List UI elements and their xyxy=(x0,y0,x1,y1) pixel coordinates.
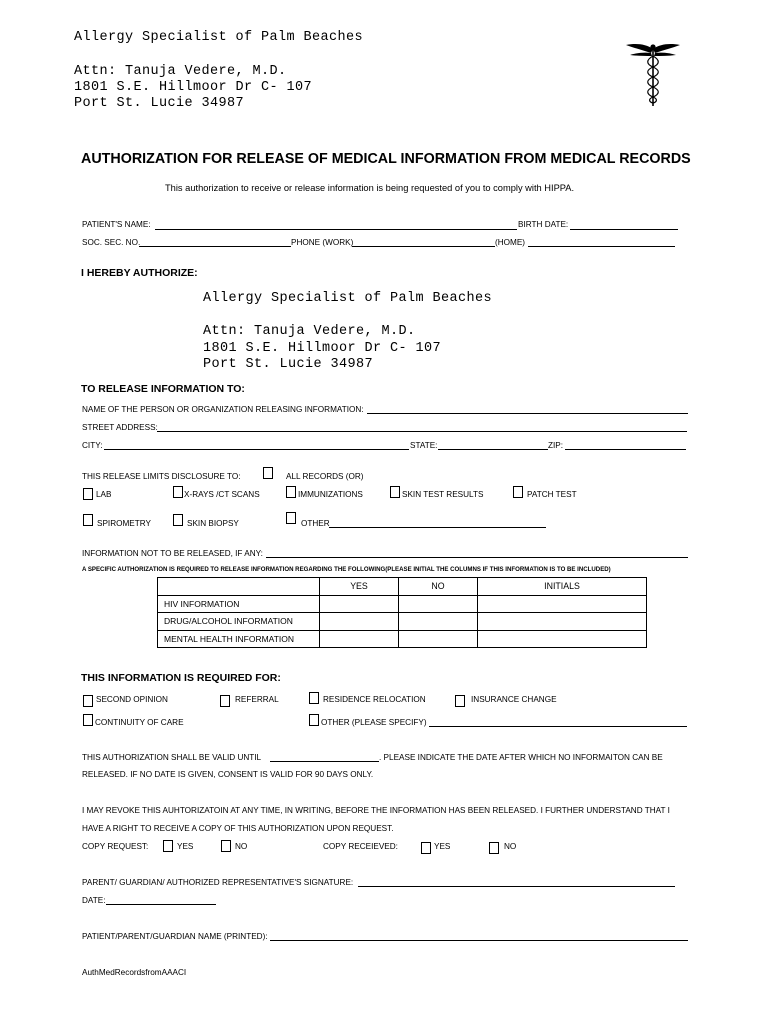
mental-yes-cell[interactable] xyxy=(320,630,399,648)
table-header-no: NO xyxy=(399,578,478,596)
drug-no-cell[interactable] xyxy=(399,613,478,631)
org-field[interactable] xyxy=(367,413,688,414)
copy-received-no-checkbox[interactable] xyxy=(489,842,499,854)
all-records-label: ALL RECORDS (OR) xyxy=(286,472,364,481)
authorize-street: 1801 S.E. Hillmoor Dr C- 107 xyxy=(203,341,442,356)
drug-yes-cell[interactable] xyxy=(320,613,399,631)
copy-request-yes-checkbox[interactable] xyxy=(163,840,173,852)
insurance-change-label: INSURANCE CHANGE xyxy=(471,695,557,704)
not-released-field[interactable] xyxy=(266,557,688,558)
birth-date-label: BIRTH DATE: xyxy=(518,220,569,229)
second-opinion-checkbox[interactable] xyxy=(83,695,93,707)
authorize-heading: I HEREBY AUTHORIZE: xyxy=(81,267,198,279)
street-label: STREET ADDRESS: xyxy=(82,423,158,432)
skin-biopsy-checkbox[interactable] xyxy=(173,514,183,526)
zip-label: ZIP: xyxy=(548,441,564,450)
authorize-city: Port St. Lucie 34987 xyxy=(203,357,374,372)
residence-relocation-label: RESIDENCE RELOCATION xyxy=(323,695,426,704)
birth-date-field[interactable] xyxy=(570,229,678,230)
patch-test-checkbox[interactable] xyxy=(513,486,523,498)
continuity-checkbox[interactable] xyxy=(83,714,93,726)
ssn-label: SOC. SEC. NO. xyxy=(82,238,141,247)
authorize-attn: Attn: Tanuja Vedere, M.D. xyxy=(203,324,416,339)
letterhead-attn: Attn: Tanuja Vedere, M.D. xyxy=(74,64,287,79)
revoke-line2: HAVE A RIGHT TO RECEIVE A COPY OF THIS AUTHORIZATION UPON REQUEST. xyxy=(82,824,394,833)
referral-checkbox[interactable] xyxy=(220,695,230,707)
printed-name-field[interactable] xyxy=(270,940,688,941)
required-for-heading: THIS INFORMATION IS REQUIRED FOR: xyxy=(81,672,281,684)
second-opinion-label: SECOND OPINION xyxy=(96,695,168,704)
residence-relocation-checkbox[interactable] xyxy=(309,692,319,704)
copy-received-no-label: NO xyxy=(504,842,517,851)
other-records-field[interactable] xyxy=(329,527,546,528)
table-header-cell xyxy=(158,578,320,596)
spirometry-checkbox[interactable] xyxy=(83,514,93,526)
table-header-yes: YES xyxy=(320,578,399,596)
skin-test-label: SKIN TEST RESULTS xyxy=(402,490,484,499)
state-label: STATE: xyxy=(410,441,438,450)
other-records-checkbox[interactable] xyxy=(286,512,296,524)
immunizations-label: IMMUNIZATIONS xyxy=(298,490,363,499)
authorize-practice: Allergy Specialist of Palm Beaches xyxy=(203,291,493,306)
all-records-checkbox[interactable] xyxy=(263,467,273,479)
table-header-initials: INITIALS xyxy=(478,578,647,596)
letterhead-city: Port St. Lucie 34987 xyxy=(74,96,245,111)
revoke-line1: I MAY REVOKE THIS AUHTORIZATOIN AT ANY TIME, IN WRITING, BEFORE THE INFORMATION HAS BEEN RELEASED. I FURTHER UNDERSTAND THAT I xyxy=(82,806,670,815)
copy-request-yes-label: YES xyxy=(177,842,194,851)
not-released-label: INFORMATION NOT TO BE RELEASED, IF ANY: xyxy=(82,549,263,558)
date-field[interactable] xyxy=(106,904,216,905)
insurance-change-checkbox[interactable] xyxy=(455,695,465,707)
city-field[interactable] xyxy=(104,449,409,450)
mental-no-cell[interactable] xyxy=(399,630,478,648)
patient-name-field[interactable] xyxy=(155,229,517,230)
subtitle: This authorization to receive or release information is being requested of you to comply with HIPPA. xyxy=(165,183,575,193)
caduceus-icon xyxy=(624,40,682,108)
xrays-label: X-RAYS /CT SCANS xyxy=(184,490,260,499)
table-row xyxy=(158,630,647,648)
org-label: NAME OF THE PERSON OR ORGANIZATION RELEASING INFORMATION: xyxy=(82,405,364,414)
printed-name-label: PATIENT/PARENT/GUARDIAN NAME (PRINTED): xyxy=(82,932,268,941)
letterhead-street: 1801 S.E. Hillmoor Dr C- 107 xyxy=(74,80,313,95)
other-specify-label: OTHER (PLEASE SPECIFY) xyxy=(321,718,427,727)
page-title: AUTHORIZATION FOR RELEASE OF MEDICAL INFORMATION FROM MEDICAL RECORDS xyxy=(81,151,691,167)
city-label: CITY: xyxy=(82,441,103,450)
copy-received-yes-checkbox[interactable] xyxy=(421,842,431,854)
state-field[interactable] xyxy=(438,449,548,450)
phone-work-field[interactable] xyxy=(352,246,495,247)
other-records-label: OTHER xyxy=(301,519,330,528)
skin-test-checkbox[interactable] xyxy=(390,486,400,498)
row-label-drug-alcohol: DRUG/ALCOHOL INFORMATION xyxy=(158,613,320,631)
other-specify-field[interactable] xyxy=(429,726,687,727)
specific-info-table xyxy=(157,577,647,648)
hiv-yes-cell[interactable] xyxy=(320,595,399,613)
row-label-hiv: HIV INFORMATION xyxy=(158,595,320,613)
ssn-field[interactable] xyxy=(139,246,291,247)
copy-received-yes-label: YES xyxy=(434,842,451,851)
drug-initials-cell[interactable] xyxy=(478,613,647,631)
skin-biopsy-label: SKIN BIOPSY xyxy=(187,519,239,528)
copy-request-no-checkbox[interactable] xyxy=(221,840,231,852)
referral-label: REFERRAL xyxy=(235,695,279,704)
patch-test-label: PATCH TEST xyxy=(527,490,577,499)
lab-label: LAB xyxy=(96,490,112,499)
valid-until-field[interactable] xyxy=(270,761,379,762)
phone-work-label: PHONE (WORK) xyxy=(291,238,354,247)
other-specify-checkbox[interactable] xyxy=(309,714,319,726)
date-label: DATE: xyxy=(82,896,106,905)
release-to-heading: TO RELEASE INFORMATION TO: xyxy=(81,383,245,395)
mental-initials-cell[interactable] xyxy=(478,630,647,648)
specific-authorization-note: A SPECIFIC AUTHORIZATION IS REQUIRED TO RELEASE INFORMATION REGARDING THE FOLLOWING(PLEASE INITIAL THE COLUMNS IF THIS INFORMATION IS TO BE INCLUDED) xyxy=(82,566,611,573)
copy-request-no-label: NO xyxy=(235,842,248,851)
table-header-row xyxy=(158,578,647,596)
hiv-no-cell[interactable] xyxy=(399,595,478,613)
continuity-label: CONTINUITY OF CARE xyxy=(95,718,184,727)
patient-name-label: PATIENT'S NAME: xyxy=(82,220,151,229)
validity-suffix: . PLEASE INDICATE THE DATE AFTER WHICH NO INFORMAITON CAN BE xyxy=(379,753,663,762)
table-row xyxy=(158,613,647,631)
signature-label: PARENT/ GUARDIAN/ AUTHORIZED REPRESENTATIVE'S SIGNATURE: xyxy=(82,878,354,887)
spirometry-label: SPIROMETRY xyxy=(97,519,151,528)
hiv-initials-cell[interactable] xyxy=(478,595,647,613)
lab-checkbox[interactable] xyxy=(83,488,93,500)
limits-label: THIS RELEASE LIMITS DISCLOSURE TO: xyxy=(82,472,241,481)
phone-home-field[interactable] xyxy=(528,246,675,247)
immunizations-checkbox[interactable] xyxy=(286,486,296,498)
copy-request-label: COPY REQUEST: xyxy=(82,842,149,851)
phone-home-label: (HOME) xyxy=(495,238,526,247)
validity-line2: RELEASED. IF NO DATE IS GIVEN, CONSENT IS VALID FOR 90 DAYS ONLY. xyxy=(82,770,374,779)
footer-code: AuthMedRecordsfromAAACI xyxy=(82,968,187,977)
table-row xyxy=(158,595,647,613)
letterhead-practice: Allergy Specialist of Palm Beaches xyxy=(74,30,364,45)
row-label-mental-health: MENTAL HEALTH INFORMATION xyxy=(158,630,320,648)
street-field[interactable] xyxy=(157,431,687,432)
zip-field[interactable] xyxy=(565,449,686,450)
copy-received-label: COPY RECEIEVED: xyxy=(323,842,398,851)
xrays-checkbox[interactable] xyxy=(173,486,183,498)
validity-prefix: THIS AUTHORIZATION SHALL BE VALID UNTIL xyxy=(82,753,262,762)
signature-field[interactable] xyxy=(358,886,675,887)
